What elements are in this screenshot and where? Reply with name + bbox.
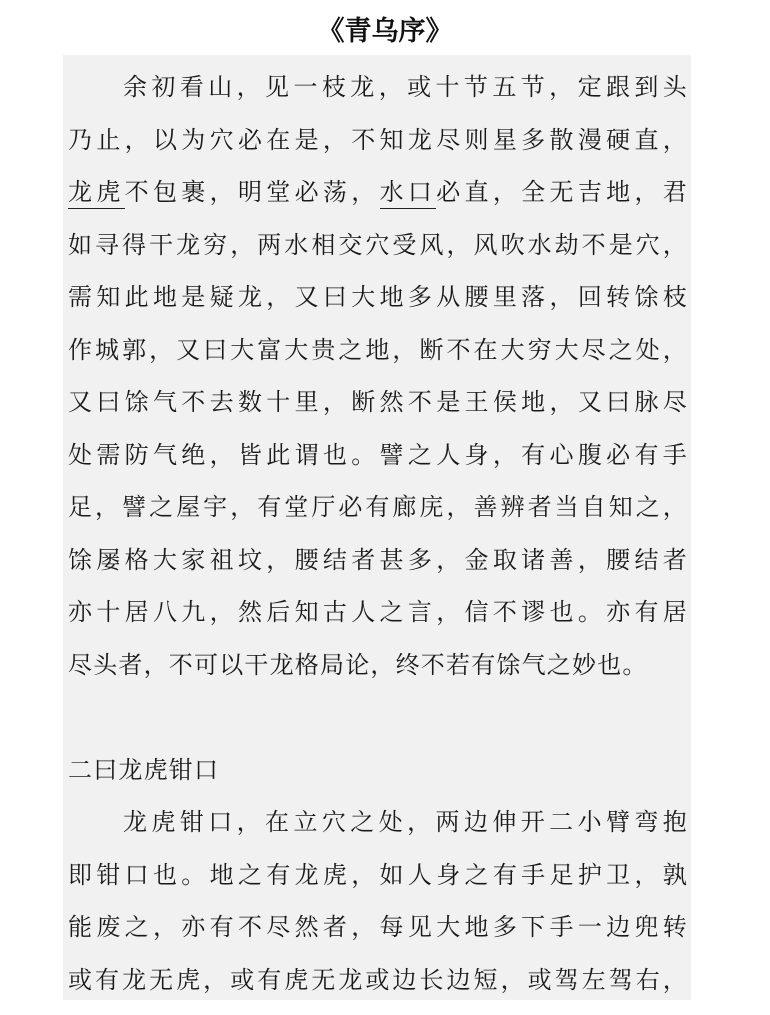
text-line: 作城郭，又曰大富大贵之地，断不在大穷大尽之处，: [68, 335, 688, 364]
text-line: 乃止，以为穴必在是，不知龙尽则星多散漫硬直，: [68, 125, 688, 154]
text-line: 龙虎钳口，在立穴之处，两边伸开二小臂弯抱: [123, 808, 688, 836]
text-segment: 必直，全无吉地，君: [436, 178, 688, 206]
text-line: 亦十居八九，然后知古人之言，信不谬也。亦有居: [68, 598, 688, 626]
text-line: 尽头者，不可以干龙格局论，终不若有馀气之妙也。: [68, 650, 648, 679]
text-line: 或有龙无虎，或有虎无龙或边长边短，或驾左驾右，: [68, 965, 688, 994]
text-line: 如寻得干龙穷，两水相交穴受风，风吹水劫不是穴，: [68, 230, 688, 259]
underlined-term-longhu: 龙虎: [68, 178, 125, 209]
text-line: 足，譬之屋宇，有堂厅必有廊庑，善辨者当自知之，: [68, 493, 688, 521]
underlined-term-shuikou: 水口: [380, 178, 437, 209]
text-line: 即钳口也。地之有龙虎，如人身之有手足护卫，孰: [68, 860, 688, 889]
text-segment: 不包裹，明堂必荡，: [124, 178, 380, 206]
paragraph-gap: [68, 691, 688, 744]
text-line: 余初看山，见一枝龙，或十节五节，定跟到头: [123, 73, 688, 101]
text-line: 又曰馀气不去数十里，断然不是王侯地，又曰脉尽: [68, 388, 688, 416]
section-heading: 二曰龙虎钳口: [68, 755, 220, 784]
text-line: 馀屡格大家祖坟，腰结者甚多，金取诸善，腰结者: [68, 545, 688, 574]
text-line: 能废之，亦有不尽然者，每见大地多下手一边兜转: [68, 913, 688, 941]
page-title: 《青乌序》: [317, 16, 453, 47]
article-body: [68, 61, 688, 1006]
text-line: 处需防气绝，皆此谓也。譬之人身，有心腹必有手: [68, 440, 688, 469]
text-line: 需知此地是疑龙，又曰大地多从腰里落，回转馀枝: [68, 283, 688, 311]
text-line: [68, 166, 688, 219]
